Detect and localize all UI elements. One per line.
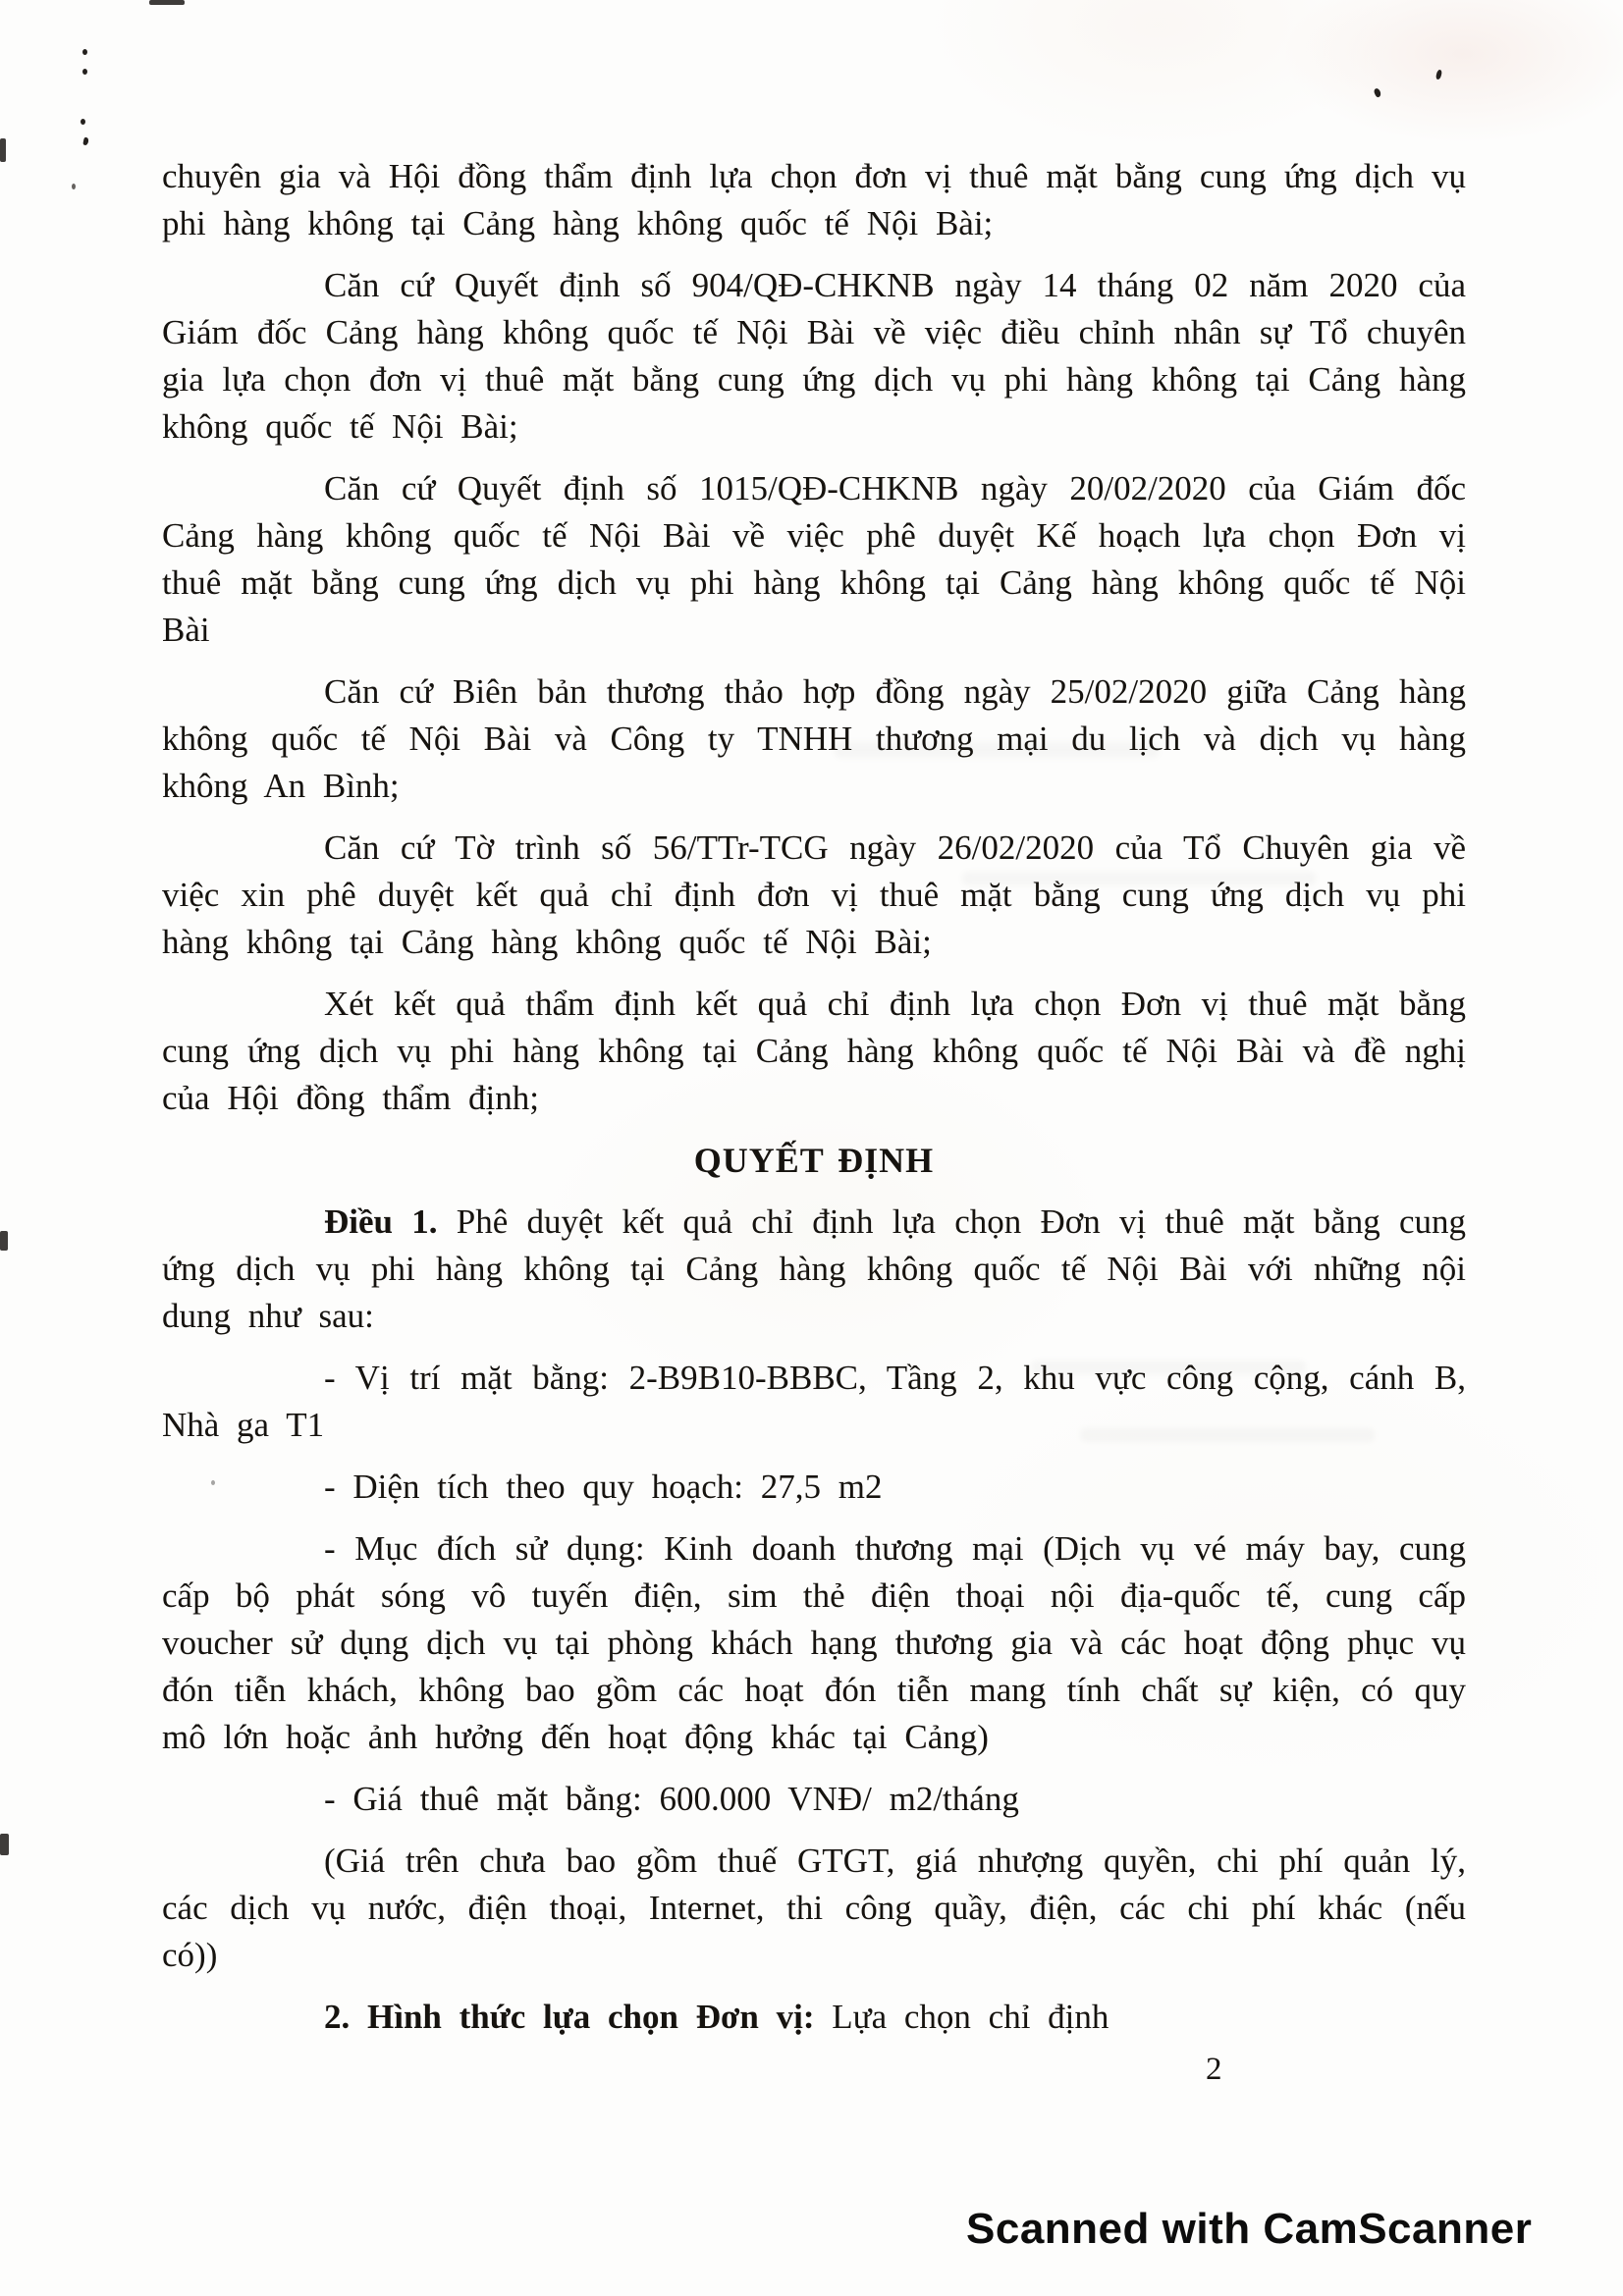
scan-artifact-left-edge-3 — [0, 1834, 9, 1855]
scan-artifact-dot-4 — [82, 137, 89, 146]
recital-proposal-56: Căn cứ Tờ trình số 56/TTr-TCG ngày 26/02/2020 của Tổ Chuyên gia về việc xin phê duyệt kết quả chỉ định đơn vị thuê mặt bằng cung ứng dịch vụ phi hàng không tại Cảng hàng không quốc tế Nội Bài; — [162, 828, 1466, 961]
scan-artifact-dot-7 — [1435, 70, 1442, 80]
paragraph-intro: chuyên gia và Hội đồng thẩm định lựa chọn đơn vị thuê mặt bằng cung ứng dịch vụ phi hàng không tại Cảng hàng không quốc tế Nội Bài; — [162, 157, 1466, 242]
scan-artifact-dot-2 — [82, 69, 87, 75]
recital-appraisal-result: Xét kết quả thẩm định kết quả chỉ định lựa chọn Đơn vị thuê mặt bằng cung ứng dịch vụ phi hàng không tại Cảng hàng không quốc tế Nội Bài và đề nghị của Hội đồng thẩm định; — [162, 985, 1466, 1117]
scan-artifact-dot-6 — [1373, 87, 1381, 98]
item-selection-method — [162, 1994, 1466, 2041]
item-rental-price: - Giá thuê mặt bằng: 600.000 VNĐ/ m2/tháng — [324, 1780, 1019, 1818]
article-1-label: Điều 1. — [324, 1202, 438, 1241]
page-number: 2 — [1206, 2052, 1222, 2087]
scan-artifact-top-edge — [149, 0, 185, 5]
article-1-text: Phê duyệt kết quả chỉ định lựa chọn Đơn vị thuê mặt bằng cung ứng dịch vụ phi hàng không tại Cảng hàng không quốc tế Nội Bài với những nội dung như sau: — [162, 1202, 1467, 1335]
article-1 — [162, 1199, 1466, 1340]
scan-artifact-dot-1 — [82, 49, 87, 55]
recital-decision-904: Căn cứ Quyết định số 904/QĐ-CHKNB ngày 14 tháng 02 năm 2020 của Giám đốc Cảng hàng không quốc tế Nội Bài về việc điều chỉnh nhân sự Tổ chuyên gia lựa chọn đơn vị thuê mặt bằng cung ứng dịch vụ phi hàng không tại Cảng hàng không quốc tế Nội Bài; — [162, 266, 1466, 446]
scan-artifact-left-edge-2 — [0, 1231, 8, 1251]
scan-artifact-dot-3 — [81, 119, 85, 125]
item-selection-method-value: Lựa chọn chỉ định — [832, 1998, 1109, 2036]
item-purpose: - Mục đích sử dụng: Kinh doanh thương mại (Dịch vụ vé máy bay, cung cấp bộ phát sóng vô tuyến điện, sim thẻ điện thoại nội địa-quốc tế, cung cấp voucher sử dụng dịch vụ tại phòng khách hạng thương gia và các hoạt động phục vụ đón tiễn khách, không bao gồm các hoạt đón tiễn mang tính chất sự kiện, có quy mô lớn hoặc ảnh hưởng đến hoạt động khác tại Cảng) — [162, 1529, 1466, 1756]
scan-artifact-dot-5 — [72, 184, 76, 189]
item-price-note: (Giá trên chưa bao gồm thuế GTGT, giá nhượng quyền, chi phí quản lý, các dịch vụ nước, điện thoại, Internet, thi công quầy, điện, các chi phí khác (nếu có)) — [162, 1842, 1466, 1974]
item-selection-method-label: 2. Hình thức lựa chọn Đơn vị: — [324, 1998, 815, 2036]
recital-decision-1015: Căn cứ Quyết định số 1015/QĐ-CHKNB ngày 20/02/2020 của Giám đốc Cảng hàng không quốc tế Nội Bài về việc phê duyệt Kế hoạch lựa chọn Đơn vị thuê mặt bằng cung ứng dịch vụ phi hàng không tại Cảng hàng không quốc tế Nội Bài — [162, 469, 1466, 649]
scan-artifact-left-edge-1 — [0, 138, 6, 162]
document-body — [162, 153, 1466, 2056]
camscanner-watermark: Scanned with CamScanner — [966, 2205, 1533, 2253]
recital-contract-negotiation: Căn cứ Biên bản thương thảo hợp đồng ngày 25/02/2020 giữa Cảng hàng không quốc tế Nội Bài và Công ty TNHH thương mại du lịch và dịch vụ hàng không An Bình; — [162, 672, 1466, 805]
item-area: - Diện tích theo quy hoạch: 27,5 m2 — [324, 1468, 883, 1506]
decision-heading: QUYẾT ĐỊNH — [693, 1141, 935, 1180]
item-location: - Vị trí mặt bằng: 2-B9B10-BBBC, Tầng 2, khu vực công cộng, cánh B, Nhà ga T1 — [162, 1359, 1466, 1444]
